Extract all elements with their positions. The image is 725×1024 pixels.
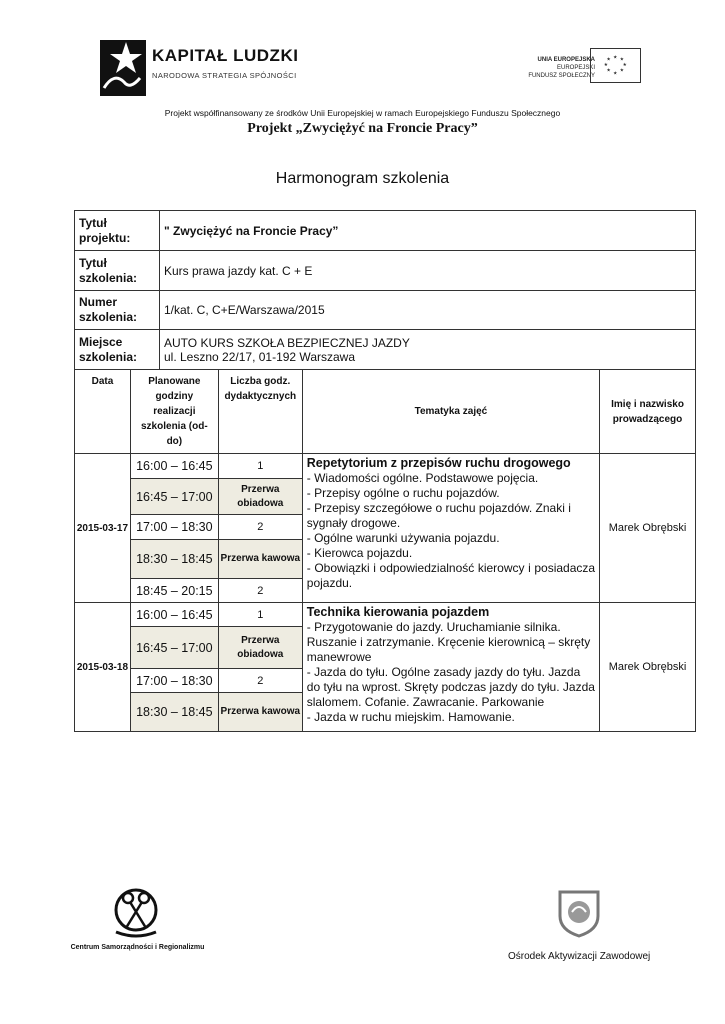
day2-slot3-time: 17:00 – 18:30 bbox=[130, 669, 218, 693]
cofunding-note: Projekt współfinansowany ze środków Unii Europejskiej w ramach Europejskiego Funduszu Społecznego bbox=[164, 108, 561, 118]
day2-topic-line: - Jazda w ruchu miejskim. Hamowanie. bbox=[306, 710, 515, 724]
day2-topic-line: - Przygotowanie do jazdy. Uruchamianie silnika. Ruszanie i zatrzymanie. Kręcenie kierownicą – skręty manewrowe bbox=[306, 620, 591, 664]
svg-text:★: ★ bbox=[603, 62, 608, 68]
day1-topic-line: - Przepisy szczegółowe o ruchu pojazdów. Znaki i sygnały drogowe. bbox=[306, 501, 571, 530]
day1-date: 2015-03-17 bbox=[75, 454, 131, 603]
day2-slot1-hours: 1 bbox=[218, 603, 302, 627]
project-value: " Zwyciężyć na Froncie Pracy” bbox=[160, 211, 696, 251]
day1-slot3-time: 17:00 – 18:30 bbox=[130, 515, 218, 540]
day1-slot1-hours: 1 bbox=[218, 454, 302, 479]
svg-text:★: ★ bbox=[619, 57, 624, 63]
place-line2: ul. Leszno 22/17, 01-192 Warszawa bbox=[164, 349, 355, 364]
keys-emblem-icon bbox=[110, 884, 162, 940]
table-row bbox=[75, 603, 696, 627]
day1-slot3-hours: 2 bbox=[218, 515, 302, 540]
day2-topic-title: Technika kierowania pojazdem bbox=[306, 605, 490, 619]
day1-instructor: Marek Obrębski bbox=[600, 454, 696, 603]
day1-slot4-break: Przerwa kawowa bbox=[218, 540, 302, 579]
svg-text:★: ★ bbox=[619, 68, 624, 74]
day2-slot2-time: 16:45 – 17:00 bbox=[130, 627, 218, 669]
training-label: Tytuł szkolenia: bbox=[75, 251, 160, 291]
day1-topic bbox=[302, 454, 599, 603]
logo-subtitle: NARODOWA STRATEGIA SPÓJNOŚCI bbox=[152, 71, 297, 80]
place-label: Miejsce szkolenia: bbox=[75, 330, 160, 370]
header-instructor: Imię i nazwisko prowadzącego bbox=[600, 370, 696, 454]
svg-text:★: ★ bbox=[613, 55, 618, 61]
day2-slot1-time: 16:00 – 16:45 bbox=[130, 603, 218, 627]
eu-line2: EUROPEJSKI bbox=[556, 65, 595, 71]
day1-topic-line: - Obowiązki i odpowiedzialność kierowcy i posiadacza pojazdu. bbox=[306, 561, 596, 590]
day1-topic-line: - Wiadomości ogólne. Podstawowe pojęcia. bbox=[306, 471, 539, 485]
day1-topic-line: - Przepisy ogólne o ruchu pojazdów. bbox=[306, 486, 500, 500]
day1-slot1-time: 16:00 – 16:45 bbox=[130, 454, 218, 479]
number-value: 1/kat. C, C+E/Warszawa/2015 bbox=[160, 291, 696, 330]
svg-text:★: ★ bbox=[606, 68, 611, 74]
logo-title: KAPITAŁ LUDZKI bbox=[152, 46, 299, 65]
day2-slot4-break: Przerwa kawowa bbox=[218, 693, 302, 732]
eu-flag-icon bbox=[590, 48, 641, 83]
day2-slot2-break: Przerwa obiadowa bbox=[218, 627, 302, 669]
day2-topic-line: - Jazda do tyłu. Ogólne zasady jazdy do tyłu. Jazda do tyłu na wprost. Skręty podczas jazdy do tyłu. Jazda slalomem. Cofanie. Zawracanie. Parkowanie bbox=[306, 665, 595, 709]
day2-slot4-time: 18:30 – 18:45 bbox=[130, 693, 218, 732]
header-hours: Liczba godz. dydaktycznych bbox=[218, 370, 302, 454]
project-name: Projekt „Zwyciężyć na Froncie Pracy” bbox=[247, 121, 478, 136]
training-value: Kurs prawa jazdy kat. C + E bbox=[160, 251, 696, 291]
svg-text:★: ★ bbox=[613, 71, 618, 77]
oaz-shield-icon bbox=[556, 888, 602, 938]
day2-instructor: Marek Obrębski bbox=[600, 603, 696, 732]
project-label: Tytuł projektu: bbox=[75, 211, 160, 251]
day1-slot2-break: Przerwa obiadowa bbox=[218, 479, 302, 515]
day1-slot5-time: 18:45 – 20:15 bbox=[130, 579, 218, 603]
header-planned: Planowane godziny realizacji szkolenia (od- do) bbox=[130, 370, 218, 454]
footer-right-text: Ośrodek Aktywizacji Zawodowej bbox=[508, 951, 651, 962]
svg-text:★: ★ bbox=[622, 62, 627, 68]
svg-text:★: ★ bbox=[606, 57, 611, 63]
info-table bbox=[74, 210, 696, 370]
day1-slot2-time: 16:45 – 17:00 bbox=[130, 479, 218, 515]
day1-slot5-hours: 2 bbox=[218, 579, 302, 603]
place-line1: AUTO KURS SZKOŁA BEZPIECZNEJ JAZDY bbox=[164, 335, 410, 350]
day1-topic-title: Repetytorium z przepisów ruchu drogowego bbox=[306, 456, 571, 470]
day2-topic bbox=[302, 603, 599, 732]
document-title: Harmonogram szkolenia bbox=[275, 170, 450, 187]
day2-date: 2015-03-18 bbox=[75, 603, 131, 732]
eu-line1: UNIA EUROPEJSKA bbox=[537, 57, 595, 63]
eu-line3: FUNDUSZ SPOŁECZNY bbox=[528, 73, 595, 79]
header-date: Data bbox=[75, 370, 131, 454]
table-row bbox=[75, 454, 696, 479]
eu-fund-text bbox=[505, 56, 595, 80]
day1-topic-line: - Ogólne warunki używania pojazdu. bbox=[306, 531, 500, 545]
day2-slot3-hours: 2 bbox=[218, 669, 302, 693]
schedule-table bbox=[74, 369, 696, 732]
header-topic: Tematyka zajęć bbox=[302, 370, 599, 454]
place-value bbox=[160, 330, 696, 370]
number-label: Numer szkolenia: bbox=[75, 291, 160, 330]
day1-topic-line: - Kierowca pojazdu. bbox=[306, 546, 413, 560]
day1-slot4-time: 18:30 – 18:45 bbox=[130, 540, 218, 579]
footer-left-text: Centrum Samorządności i Regionalizmu bbox=[70, 944, 205, 951]
